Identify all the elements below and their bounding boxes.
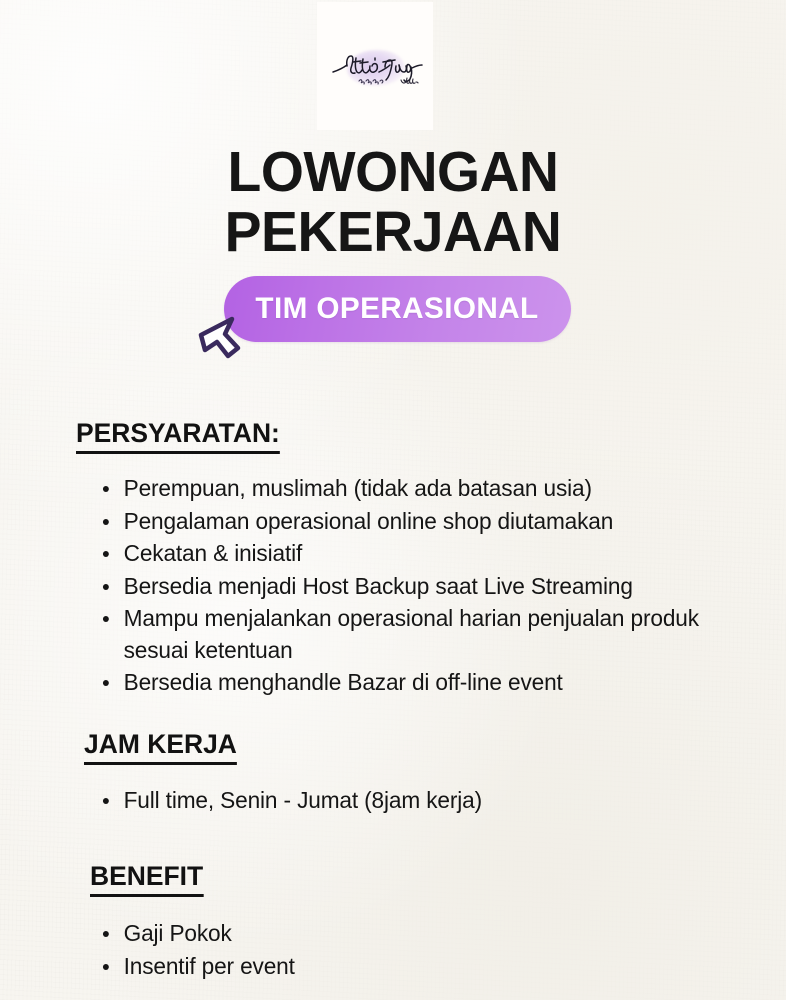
list-item: Gaji Pokok xyxy=(98,918,786,950)
role-badge-label: TIM OPERASIONAL xyxy=(255,292,540,325)
section-jam-kerja xyxy=(0,729,786,818)
requirements-list xyxy=(98,473,786,699)
section-heading: JAM KERJA xyxy=(84,729,237,765)
section-heading: PERSYARATAN: xyxy=(76,418,280,454)
section-persyaratan xyxy=(0,418,786,700)
benefit-list xyxy=(98,918,786,982)
benefit-list-wrap xyxy=(90,918,786,982)
poster-title-line2: PEKERJAAN xyxy=(224,200,562,264)
requirements-list-wrap xyxy=(76,473,786,699)
brand-logo-card xyxy=(317,2,433,130)
list-item: Bersedia menjadi Host Backup saat Live Streaming xyxy=(98,571,786,603)
poster-title xyxy=(12,142,774,262)
section-heading: BENEFIT xyxy=(90,861,203,897)
list-item: Full time, Senin - Jumat (8jam kerja) xyxy=(98,785,786,817)
list-item: Insentif per event xyxy=(98,951,786,983)
list-item: Pengalaman operasional online shop diutamakan xyxy=(98,506,786,538)
section-benefit xyxy=(0,861,786,983)
work-hours-list xyxy=(98,785,786,817)
mouse-cursor-icon xyxy=(198,314,244,368)
list-item: Perempuan, muslimah (tidak ada batasan usia) xyxy=(98,473,786,505)
poster-title-line1: LOWONGAN xyxy=(227,140,559,204)
list-item: Bersedia menghandle Bazar di off-line event xyxy=(98,667,786,699)
role-badge xyxy=(224,276,571,342)
list-item: Mampu menjalankan operasional harian penjualan produk sesuai ketentuan xyxy=(98,603,729,666)
work-hours-list-wrap xyxy=(84,785,786,817)
brand-logo xyxy=(317,2,433,130)
list-item: Cekatan & inisiatif xyxy=(98,538,786,570)
brand-script-icon xyxy=(317,2,433,130)
